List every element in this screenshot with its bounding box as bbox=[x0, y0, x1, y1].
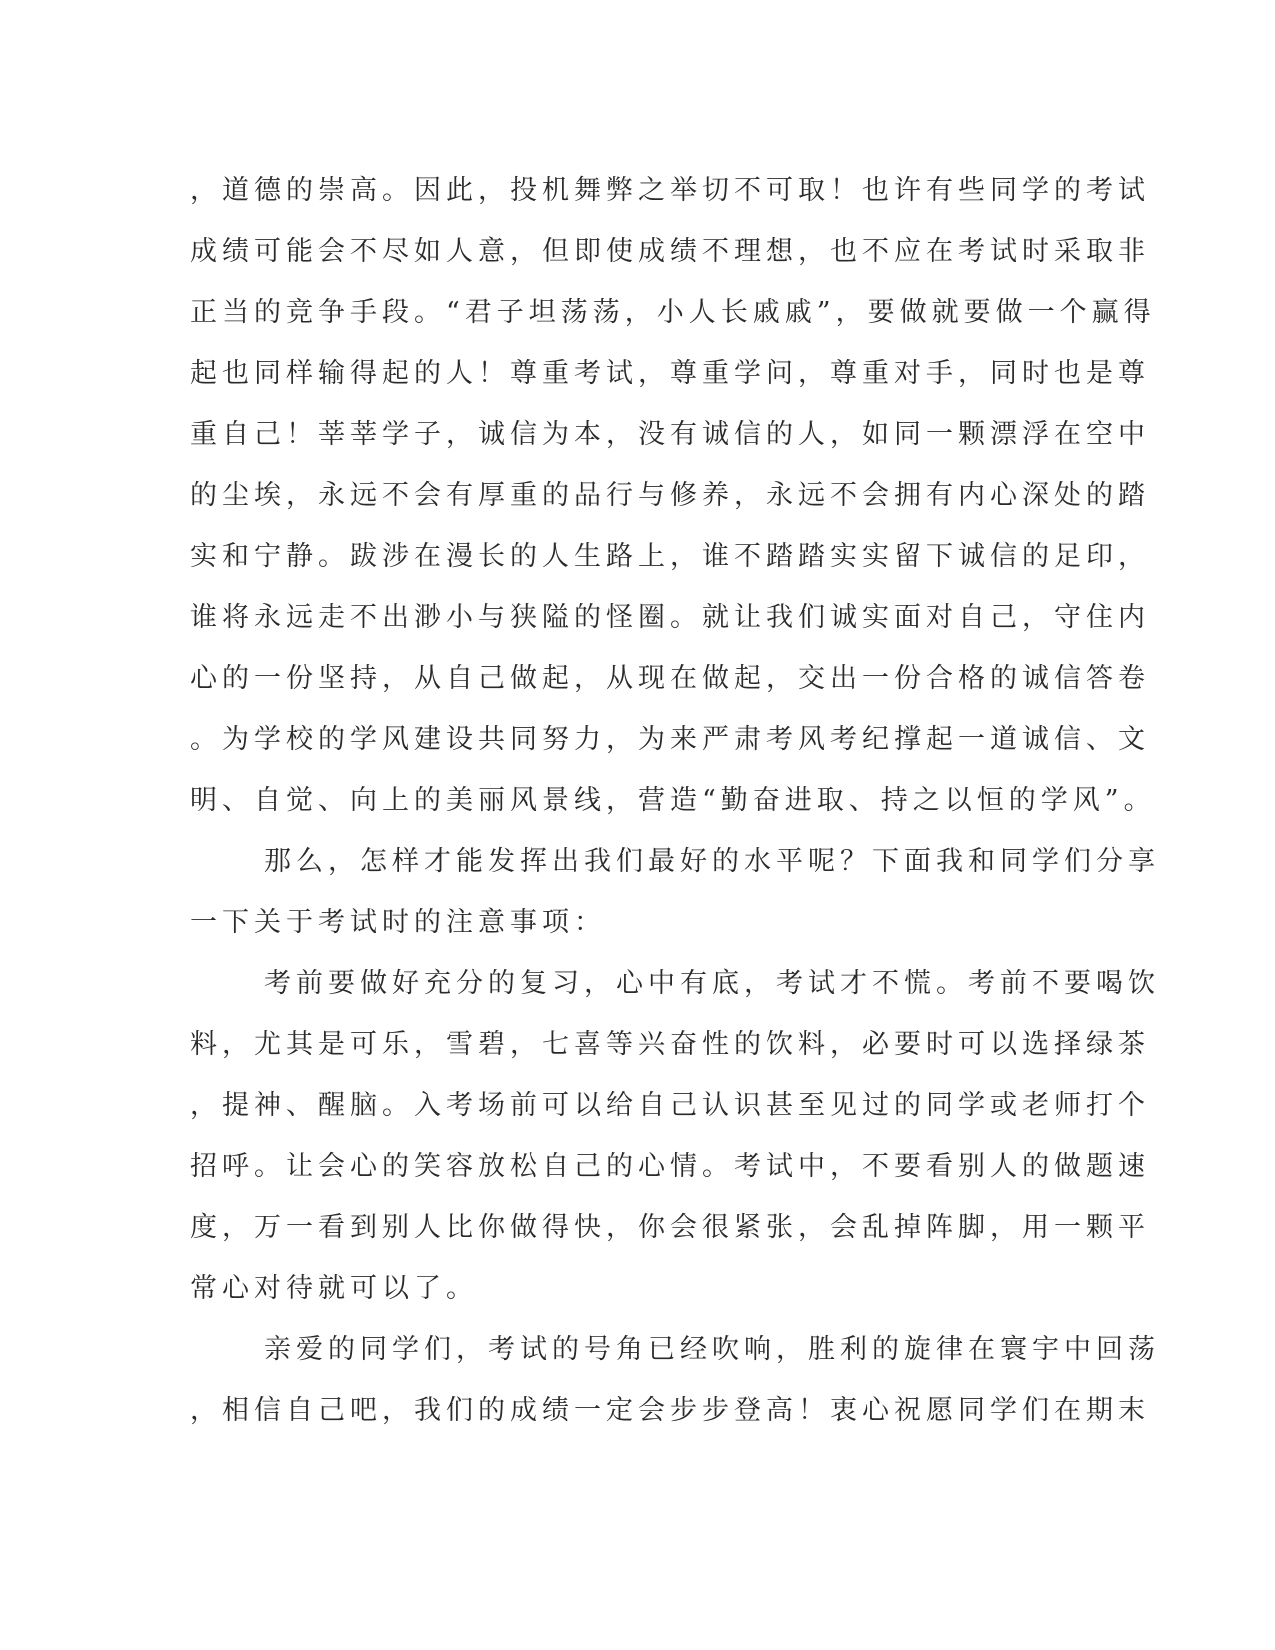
text-line: 度，万一看到别人比你做得快，你会很紧张，会乱掉阵脚，用一颗平 bbox=[190, 1212, 1150, 1243]
text-line: 正当的竞争手段。“君子坦荡荡，小人长戚戚”，要做就要做一个赢得 bbox=[190, 297, 1156, 328]
text-line: 重自己！莘莘学子，诚信为本，没有诚信的人，如同一颗漂浮在空中 bbox=[190, 419, 1150, 450]
document-body bbox=[190, 160, 1160, 1441]
text-line: 成绩可能会不尽如人意，但即使成绩不理想，也不应在考试时采取非 bbox=[190, 236, 1150, 267]
text-line: ，道德的崇高。因此，投机舞弊之举切不可取！也许有些同学的考试 bbox=[190, 175, 1150, 206]
text-line: 明、自觉、向上的美丽风景线，营造“勤奋进取、持之以恒的学风”。 bbox=[190, 785, 1156, 816]
text-line: ，提神、醒脑。入考场前可以给自己认识甚至见过的同学或老师打个 bbox=[190, 1090, 1150, 1121]
text-line: 的尘埃，永远不会有厚重的品行与修养，永远不会拥有内心深处的踏 bbox=[190, 480, 1150, 511]
paragraph-first-line: 亲爱的同学们，考试的号角已经吹响，胜利的旋律在寰宇中回荡 bbox=[264, 1334, 1160, 1365]
paragraph-first-line: 那么，怎样才能发挥出我们最好的水平呢？下面我和同学们分享 bbox=[264, 846, 1160, 877]
text-line: 实和宁静。跋涉在漫长的人生路上，谁不踏踏实实留下诚信的足印， bbox=[190, 541, 1150, 572]
text-line: 常心对待就可以了。 bbox=[190, 1273, 478, 1304]
text-line: 招呼。让会心的笑容放松自己的心情。考试中，不要看别人的做题速 bbox=[190, 1151, 1150, 1182]
text-line: 一下关于考试时的注意事项： bbox=[190, 907, 606, 938]
text-line: 谁将永远走不出渺小与狭隘的怪圈。就让我们诚实面对自己，守住内 bbox=[190, 602, 1150, 633]
text-line: 。为学校的学风建设共同努力，为来严肃考风考纪撑起一道诚信、文 bbox=[190, 724, 1150, 755]
text-line: 料，尤其是可乐，雪碧，七喜等兴奋性的饮料，必要时可以选择绿茶 bbox=[190, 1029, 1150, 1060]
text-line: 起也同样输得起的人！尊重考试，尊重学问，尊重对手，同时也是尊 bbox=[190, 358, 1150, 389]
text-line: ，相信自己吧，我们的成绩一定会步步登高！衷心祝愿同学们在期末 bbox=[190, 1395, 1150, 1426]
paragraph-first-line: 考前要做好充分的复习，心中有底，考试才不慌。考前不要喝饮 bbox=[264, 968, 1160, 999]
text-line: 心的一份坚持，从自己做起，从现在做起，交出一份合格的诚信答卷 bbox=[190, 663, 1150, 694]
